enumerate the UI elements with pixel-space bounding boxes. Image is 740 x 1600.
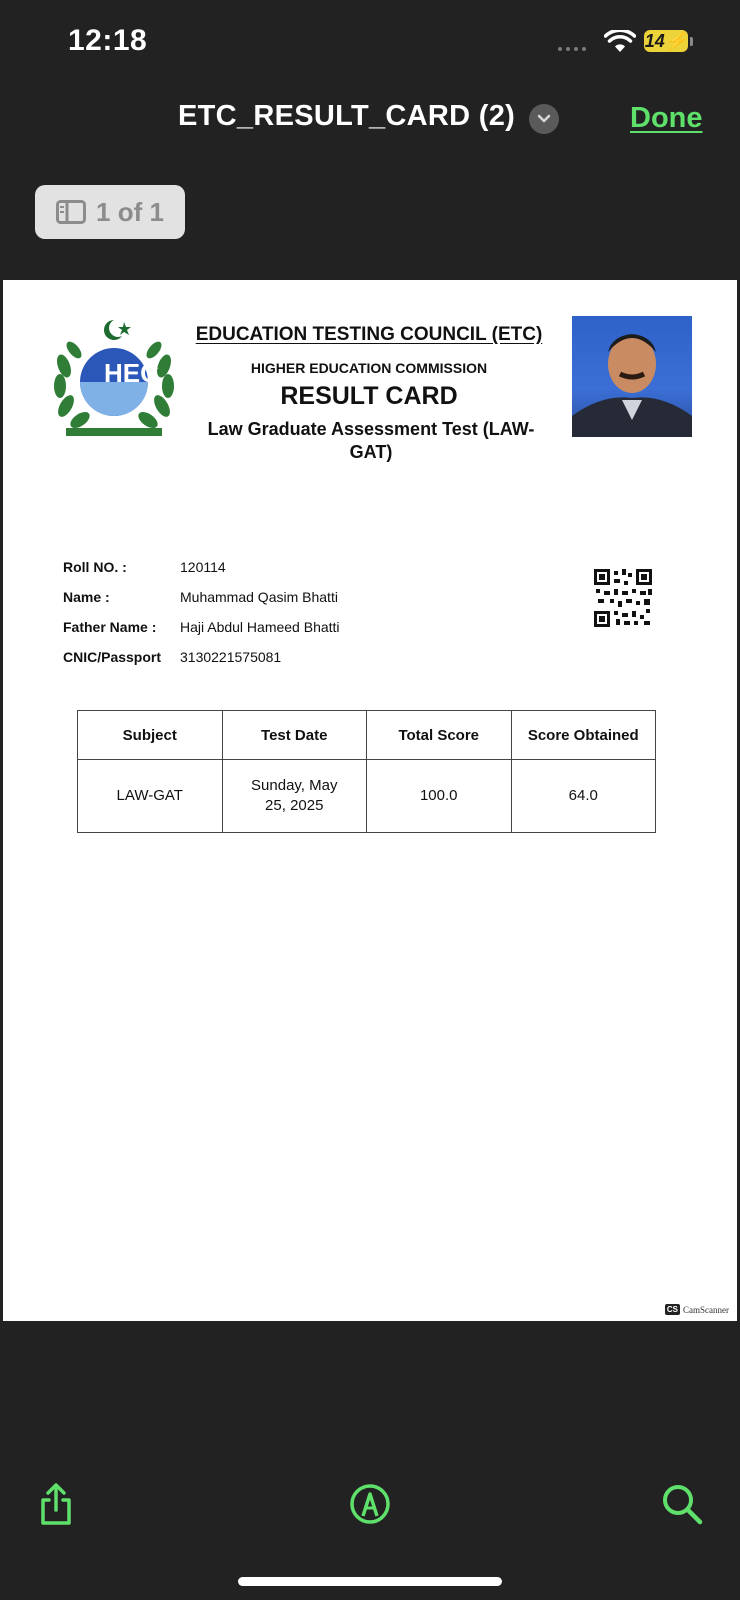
table-header: Score Obtained — [511, 711, 656, 760]
camscanner-badge: CS — [666, 1305, 679, 1314]
status-time: 12:18 — [68, 24, 148, 57]
page-indicator-label: 1 of 1 — [96, 196, 164, 227]
info-row-cnic — [63, 642, 340, 672]
battery-level: 14 — [644, 30, 665, 51]
table-cell: 64.0 — [511, 760, 656, 833]
done-button[interactable]: Done — [630, 102, 703, 134]
candidate-info — [63, 552, 340, 672]
table-header: Subject — [78, 711, 223, 760]
info-row-father-name — [63, 612, 340, 642]
sidebar-icon — [56, 200, 86, 224]
document-page[interactable] — [3, 280, 737, 1321]
table-cell: Sunday, May 25, 2025 — [222, 760, 367, 833]
battery-icon: 14 ⚡ — [644, 30, 688, 51]
page-indicator-button[interactable] — [35, 185, 185, 239]
battery-nub — [690, 37, 693, 46]
info-label: CNIC/Passport — [63, 649, 162, 665]
hec-logo-text: HEC — [104, 358, 159, 388]
info-label: Father Name : — [63, 619, 157, 635]
table-header: Test Date — [222, 711, 367, 760]
wifi-icon — [604, 30, 636, 54]
qr-code — [594, 569, 652, 627]
hec-logo — [46, 316, 182, 444]
council-heading: EDUCATION TESTING COUNCIL (ETC) — [195, 324, 543, 345]
document-title[interactable]: ETC_RESULT_CARD (2) — [178, 100, 516, 132]
test-name: Law Graduate Assessment Test (LAW-GAT) — [207, 419, 535, 462]
home-indicator[interactable] — [238, 1577, 502, 1586]
info-value: 120114 — [180, 559, 226, 575]
info-row-name — [63, 582, 340, 612]
info-label: Name : — [63, 589, 110, 605]
table-header-row — [78, 711, 656, 760]
info-label: Roll NO. : — [63, 559, 127, 575]
table-header: Total Score — [367, 711, 512, 760]
results-table — [77, 710, 656, 833]
info-value: Muhammad Qasim Bhatti — [180, 589, 338, 605]
result-card-title: RESULT CARD — [280, 382, 458, 410]
markup-icon[interactable] — [348, 1482, 392, 1526]
chevron-down-icon[interactable] — [529, 104, 559, 134]
table-cell: LAW-GAT — [78, 760, 223, 833]
commission-heading: HIGHER EDUCATION COMMISSION — [250, 360, 488, 376]
cellular-signal-icon — [558, 47, 586, 51]
camscanner-text: CamScanner — [683, 1304, 729, 1315]
camscanner-watermark — [665, 1304, 729, 1315]
share-icon[interactable] — [34, 1482, 78, 1526]
info-row-roll — [63, 552, 340, 582]
table-cell: 100.0 — [367, 760, 512, 833]
info-value: Haji Abdul Hameed Bhatti — [180, 619, 340, 635]
candidate-photo — [572, 316, 692, 437]
search-icon[interactable] — [660, 1482, 704, 1526]
info-value: 3130221575081 — [180, 649, 282, 665]
table-row — [78, 760, 656, 833]
